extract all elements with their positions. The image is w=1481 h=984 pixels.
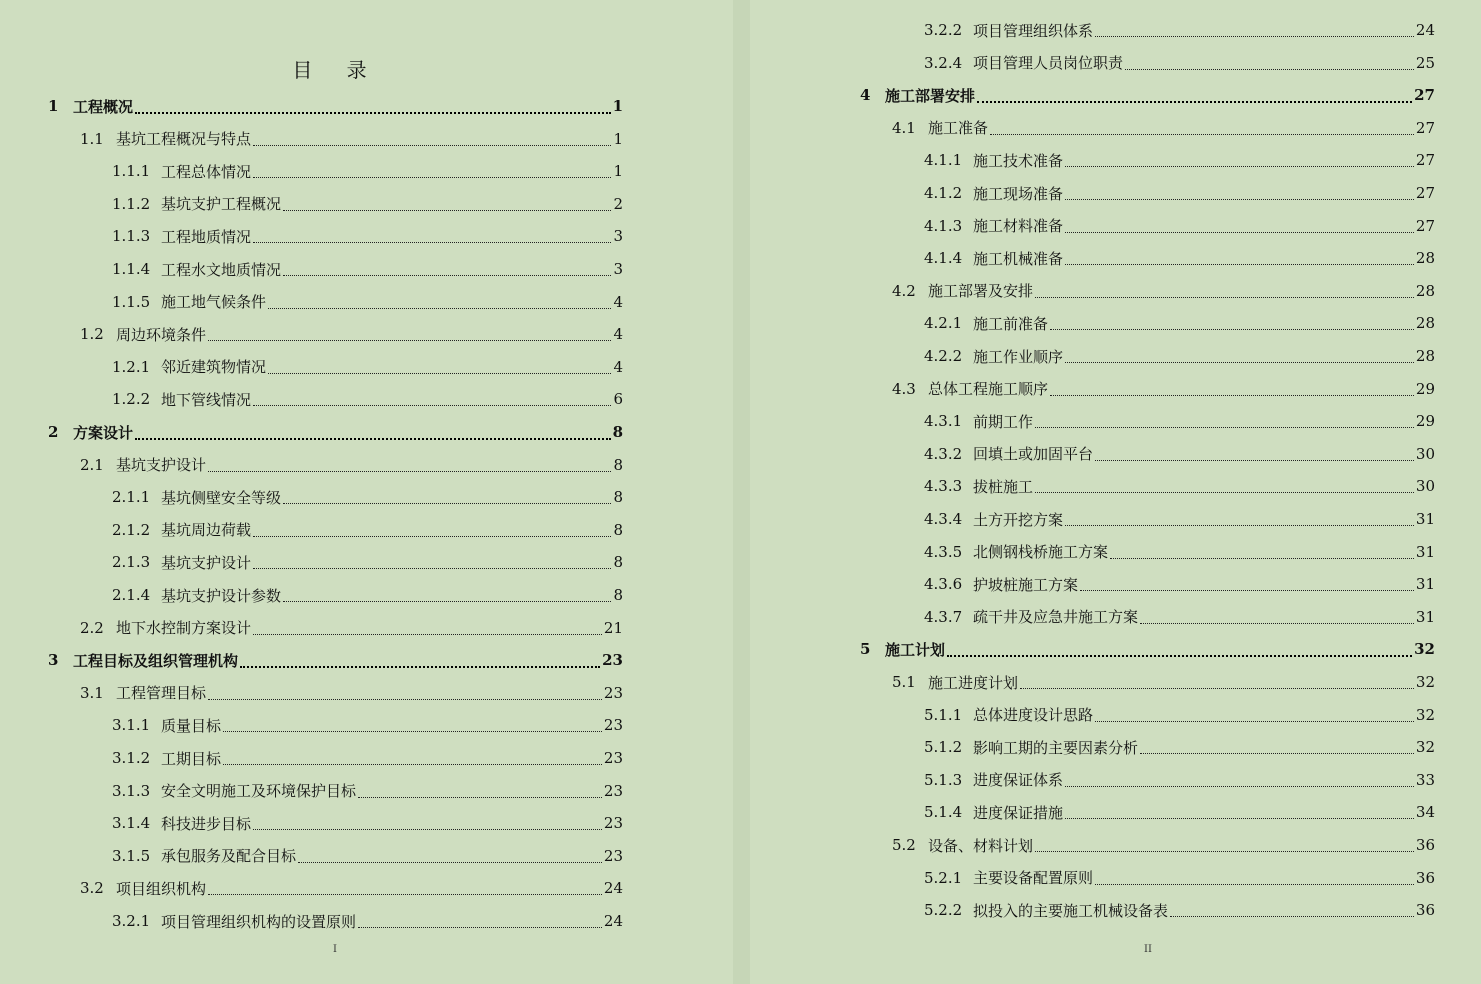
- toc-entry-title: 影响工期的主要因素分析: [973, 738, 1139, 757]
- dot-leader: [1095, 35, 1414, 37]
- toc-entry[interactable]: [924, 470, 1435, 502]
- dot-leader: [223, 763, 602, 765]
- toc-entry-number: 3.1.4: [112, 814, 151, 833]
- toc-entry-page: 36: [1415, 836, 1435, 854]
- toc-entry-page: 24: [603, 879, 623, 898]
- toc-entry-number: 4.3: [892, 379, 916, 398]
- dot-leader: [208, 470, 611, 472]
- dot-leader: [135, 437, 611, 440]
- toc-entry[interactable]: [892, 275, 1435, 307]
- toc-entry-page: 6: [613, 390, 623, 409]
- toc-entry-page: 1: [613, 129, 623, 148]
- toc-entry[interactable]: [112, 253, 623, 285]
- toc-entry-page: 24: [1415, 21, 1435, 39]
- toc-entry-number: 4.1: [892, 118, 916, 137]
- toc-entry[interactable]: [892, 666, 1435, 698]
- toc-entry[interactable]: [112, 807, 623, 839]
- toc-entry-title: 工程概况: [73, 97, 134, 116]
- dot-leader: [208, 698, 602, 700]
- toc-entry-number: 1.2.2: [112, 390, 151, 409]
- dot-leader: [1065, 231, 1414, 233]
- toc-entry-title: 基坑支护设计: [161, 553, 252, 572]
- toc-entry-title: 拟投入的主要施工机械设备表: [973, 901, 1169, 920]
- toc-entry[interactable]: [48, 90, 623, 122]
- dot-leader: [253, 241, 611, 243]
- toc-entry[interactable]: [112, 286, 623, 318]
- toc-entry[interactable]: [924, 731, 1435, 763]
- toc-entry-title: 北侧钢栈桥施工方案: [973, 543, 1109, 562]
- toc-entry[interactable]: [924, 764, 1435, 796]
- dot-leader: [1035, 850, 1414, 852]
- toc-entry-title: 总体工程施工顺序: [928, 380, 1049, 399]
- toc-entry-title: 施工技术准备: [973, 151, 1064, 170]
- dot-leader: [1065, 165, 1414, 167]
- toc-entry[interactable]: [112, 188, 623, 220]
- toc-entry-title: 基坑支护设计: [116, 456, 207, 475]
- toc-entry-page: 27: [1415, 151, 1435, 170]
- toc-entry-number: 2: [48, 423, 59, 441]
- toc-page-left: [0, 0, 733, 984]
- toc-entry-page: 4: [613, 325, 623, 344]
- dot-leader: [977, 100, 1412, 103]
- dot-leader: [1065, 785, 1414, 787]
- toc-entry-page: 23: [603, 749, 623, 767]
- toc-entry-number: 4.2: [892, 281, 916, 300]
- toc-entry-number: 1: [48, 97, 59, 115]
- toc-entry-title: 总体进度设计思路: [973, 706, 1094, 725]
- page-number-footer: II: [1144, 944, 1152, 955]
- toc-entry-title: 施工计划: [885, 640, 946, 659]
- toc-entry-number: 5: [860, 640, 871, 659]
- toc-entry-number: 3.1.5: [112, 846, 151, 865]
- toc-entry[interactable]: [892, 112, 1435, 144]
- toc-entry[interactable]: [80, 449, 623, 481]
- dot-leader: [208, 893, 602, 895]
- toc-entry-page: 36: [1415, 901, 1435, 920]
- toc-entry-page: 1: [613, 162, 623, 181]
- toc-entry-number: 1.1.2: [112, 194, 151, 213]
- toc-entry-number: 4.2.2: [924, 347, 963, 365]
- toc-entry-number: 3.1.3: [112, 781, 151, 800]
- dot-leader: [1050, 394, 1414, 396]
- toc-entry-number: 3.2.1: [112, 912, 151, 930]
- toc-entry-number: 5.1.3: [924, 770, 963, 789]
- toc-entry-page: 23: [603, 683, 623, 702]
- toc-entry-title: 进度保证体系: [973, 771, 1064, 790]
- toc-entry-page: 28: [1415, 249, 1435, 268]
- toc-entry[interactable]: [112, 840, 623, 872]
- toc-entry-number: 5.1.2: [924, 738, 963, 757]
- toc-entry-number: 5.1.1: [924, 705, 963, 724]
- dot-leader: [283, 502, 611, 504]
- toc-entry-number: 3.2.4: [924, 53, 963, 72]
- dot-leader: [1065, 361, 1414, 363]
- toc-entry-page: 4: [613, 292, 623, 311]
- toc-entry-page: 23: [603, 716, 623, 735]
- dot-leader: [1110, 557, 1414, 559]
- toc-entry[interactable]: [80, 612, 623, 644]
- toc-entry-page: 32: [1415, 705, 1435, 724]
- dot-leader: [1080, 589, 1414, 591]
- toc-entry-title: 基坑侧壁安全等级: [161, 488, 282, 507]
- dot-leader: [1050, 328, 1414, 330]
- toc-entry-title: 质量目标: [161, 716, 222, 735]
- toc-entry-title: 项目管理组织机构的设置原则: [161, 912, 357, 931]
- toc-entry[interactable]: [892, 829, 1435, 861]
- toc-entry-page: 3: [613, 260, 623, 278]
- toc-entry[interactable]: [860, 633, 1435, 665]
- toc-entry-title: 工程总体情况: [161, 162, 252, 181]
- toc-entry-title: 施工部署及安排: [928, 282, 1034, 301]
- toc-entry-title: 方案设计: [73, 423, 134, 442]
- dot-leader: [1065, 263, 1414, 265]
- toc-entry-page: 8: [613, 455, 623, 474]
- toc-entry-number: 3.2: [80, 879, 104, 898]
- toc-entry-page: 29: [1415, 379, 1435, 398]
- dot-leader: [253, 144, 611, 146]
- dot-leader: [268, 372, 611, 374]
- toc-entry[interactable]: [48, 644, 623, 676]
- toc-entry[interactable]: [112, 546, 623, 578]
- toc-entry-title: 工程水文地质情况: [161, 260, 282, 279]
- toc-entry-number: 4.3.2: [924, 444, 963, 463]
- toc-entry-page: 4: [613, 357, 623, 376]
- dot-leader: [1140, 752, 1414, 754]
- toc-entry-title: 施工地气候条件: [161, 293, 267, 312]
- dot-leader: [1170, 915, 1414, 917]
- dot-leader: [298, 861, 602, 863]
- toc-entry[interactable]: [924, 568, 1435, 600]
- toc-entry-page: 31: [1415, 542, 1435, 561]
- toc-entry-number: 4.3.7: [924, 607, 963, 626]
- toc-entry[interactable]: [924, 307, 1435, 339]
- toc-entry-number: 2.1.1: [112, 488, 151, 507]
- toc-entry[interactable]: [924, 14, 1435, 46]
- toc-entry-page: 27: [1415, 216, 1435, 235]
- toc-entry-page: 30: [1415, 477, 1435, 496]
- toc-entry-title: 疏干井及应急井施工方案: [973, 608, 1139, 627]
- toc-entry[interactable]: [80, 318, 623, 350]
- toc-entry-number: 4.3.3: [924, 477, 963, 496]
- toc-entry-title: 工程目标及组织管理机构: [73, 651, 239, 670]
- toc-entry-title: 施工作业顺序: [973, 347, 1064, 366]
- toc-entry-number: 4.3.4: [924, 510, 963, 528]
- toc-entry-number: 4.2.1: [924, 314, 963, 333]
- toc-entry-title: 工程地质情况: [161, 227, 252, 246]
- toc-entry-page: 8: [612, 423, 623, 441]
- toc-entry-number: 3.1: [80, 683, 104, 702]
- dot-leader: [135, 111, 611, 114]
- dot-leader: [1020, 687, 1414, 689]
- toc-entry-title: 施工部署安排: [885, 86, 976, 105]
- toc-entry-number: 5.2.1: [924, 868, 963, 887]
- toc-entry[interactable]: [924, 242, 1435, 274]
- toc-entry[interactable]: [924, 601, 1435, 633]
- toc-entry[interactable]: [924, 47, 1435, 79]
- toc-entry-title: 主要设备配置原则: [973, 869, 1094, 888]
- toc-entry-title: 土方开挖方案: [973, 510, 1064, 529]
- dot-leader: [268, 307, 611, 309]
- toc-entry-title: 科技进步目标: [161, 814, 252, 833]
- toc-entry-number: 5.1.4: [924, 803, 963, 822]
- dot-leader: [1065, 524, 1414, 526]
- toc-entry-number: 1.1: [80, 129, 104, 148]
- toc-entry-number: 3.2.2: [924, 21, 963, 39]
- toc-entry-number: 1.2.1: [112, 357, 151, 376]
- toc-entry-number: 2.1.4: [112, 586, 151, 604]
- toc-entry[interactable]: [80, 872, 623, 904]
- toc-entry-number: 4.1.3: [924, 216, 963, 235]
- toc-entry[interactable]: [112, 775, 623, 807]
- toc-entry-number: 1.1.4: [112, 260, 151, 278]
- toc-entry-number: 4.3.5: [924, 542, 963, 561]
- toc-entry[interactable]: [924, 144, 1435, 176]
- dot-leader: [253, 567, 611, 569]
- toc-entry[interactable]: [112, 905, 623, 937]
- toc-entry-page: 31: [1415, 510, 1435, 528]
- toc-entry-title: 邻近建筑物情况: [161, 358, 267, 377]
- toc-entry-number: 5.2.2: [924, 901, 963, 920]
- toc-entry-title: 施工前准备: [973, 314, 1049, 333]
- toc-entry-number: 4.1.2: [924, 184, 963, 202]
- toc-entry-page: 34: [1415, 803, 1435, 822]
- toc-entry-number: 1.1.3: [112, 227, 151, 246]
- toc-title: 目 录: [292, 58, 381, 82]
- toc-entry-title: 设备、材料计划: [928, 836, 1034, 855]
- toc-entry-title: 拔桩施工: [973, 477, 1034, 496]
- dot-leader: [1035, 426, 1414, 428]
- toc-entry[interactable]: [48, 416, 623, 448]
- toc-entry-title: 地下管线情况: [161, 390, 252, 409]
- dot-leader: [1035, 491, 1414, 493]
- toc-entry[interactable]: [924, 862, 1435, 894]
- toc-entry-page: 8: [613, 488, 623, 507]
- toc-entry[interactable]: [112, 383, 623, 415]
- toc-entry-title: 护坡桩施工方案: [973, 575, 1079, 594]
- toc-entry-page: 25: [1415, 53, 1435, 72]
- toc-entry-page: 30: [1415, 444, 1435, 463]
- toc-entry-title: 施工机械准备: [973, 249, 1064, 268]
- toc-entry[interactable]: [924, 796, 1435, 828]
- toc-entry-title: 项目组织机构: [116, 879, 207, 898]
- toc-entry-page: 3: [613, 227, 623, 246]
- toc-entry-page: 28: [1415, 314, 1435, 333]
- toc-entry-title: 工期目标: [161, 749, 222, 768]
- toc-entry-page: 8: [613, 520, 623, 539]
- toc-entry-title: 进度保证措施: [973, 803, 1064, 822]
- toc-entry-page: 32: [1414, 640, 1435, 659]
- toc-entry-number: 2.2: [80, 618, 104, 637]
- dot-leader: [223, 730, 602, 732]
- toc-entry-page: 27: [1415, 118, 1435, 137]
- toc-entry[interactable]: [924, 536, 1435, 568]
- dot-leader: [283, 600, 611, 602]
- toc-entry-page: 24: [603, 912, 623, 930]
- toc-entry[interactable]: [112, 514, 623, 546]
- toc-entry-page: 23: [603, 846, 623, 865]
- toc-entry[interactable]: [80, 123, 623, 155]
- toc-entry-number: 2.1.2: [112, 520, 151, 539]
- toc-entry[interactable]: [112, 709, 623, 741]
- toc-entry-number: 4.1.1: [924, 151, 963, 170]
- toc-entry-title: 承包服务及配合目标: [161, 847, 297, 866]
- toc-entry-page: 27: [1414, 86, 1435, 105]
- page-gutter: [733, 0, 750, 984]
- toc-entry-page: 23: [603, 781, 623, 800]
- dot-leader: [1065, 817, 1414, 819]
- toc-entry-number: 4: [860, 86, 871, 105]
- toc-entry-page: 8: [613, 553, 623, 572]
- toc-entry-number: 3.1.1: [112, 716, 151, 735]
- toc-entry[interactable]: [924, 438, 1435, 470]
- toc-entry-page: 36: [1415, 868, 1435, 887]
- toc-entry-page: 8: [613, 586, 623, 604]
- toc-entry-title: 施工准备: [928, 119, 989, 138]
- dot-leader: [1065, 198, 1414, 200]
- toc-entry[interactable]: [112, 351, 623, 383]
- toc-entry-title: 基坑周边荷载: [161, 521, 252, 540]
- toc-entry-page: 28: [1415, 281, 1435, 300]
- toc-entry-title: 工程管理目标: [116, 684, 207, 703]
- toc-entry[interactable]: [112, 579, 623, 611]
- toc-entry[interactable]: [112, 481, 623, 513]
- toc-entry-title: 基坑支护工程概况: [161, 195, 282, 214]
- toc-entry-page: 28: [1415, 347, 1435, 365]
- dot-leader: [358, 796, 602, 798]
- toc-entry[interactable]: [112, 220, 623, 252]
- toc-entry-page: 31: [1415, 607, 1435, 626]
- toc-entry-number: 4.3.1: [924, 412, 963, 431]
- toc-entry[interactable]: [80, 677, 623, 709]
- toc-entry-title: 周边环境条件: [116, 325, 207, 344]
- toc-entry-number: 4.3.6: [924, 575, 963, 594]
- toc-entry-page: 31: [1415, 575, 1435, 594]
- dot-leader: [1095, 459, 1414, 461]
- dot-leader: [358, 926, 602, 928]
- toc-entry[interactable]: [924, 894, 1435, 926]
- toc-entry-page: 29: [1415, 412, 1435, 431]
- toc-entry-title: 前期工作: [973, 412, 1034, 431]
- toc-entry-page: 32: [1415, 738, 1435, 757]
- dot-leader: [253, 176, 611, 178]
- toc-entry-page: 23: [603, 814, 623, 833]
- toc-entry[interactable]: [860, 79, 1435, 111]
- toc-entry[interactable]: [892, 373, 1435, 405]
- toc-entry[interactable]: [924, 210, 1435, 242]
- toc-entry-page: 2: [613, 194, 623, 213]
- dot-leader: [1095, 720, 1414, 722]
- toc-entry-title: 回填土或加固平台: [973, 445, 1094, 464]
- dot-leader: [990, 133, 1414, 135]
- dot-leader: [208, 339, 611, 341]
- toc-entry-title: 基坑支护设计参数: [161, 586, 282, 605]
- toc-entry-number: 3: [48, 651, 59, 670]
- toc-entry[interactable]: [924, 405, 1435, 437]
- toc-entry-number: 5.1: [892, 673, 916, 691]
- toc-page-right: [750, 0, 1481, 984]
- toc-entry[interactable]: [112, 742, 623, 774]
- toc-entry-page: 21: [603, 618, 623, 637]
- dot-leader: [283, 274, 611, 276]
- dot-leader: [1095, 883, 1414, 885]
- dot-leader: [253, 633, 602, 635]
- dot-leader: [1125, 68, 1414, 70]
- toc-entry-page: 27: [1415, 184, 1435, 202]
- toc-entry[interactable]: [924, 340, 1435, 372]
- toc-entry[interactable]: [924, 177, 1435, 209]
- toc-entry-title: 安全文明施工及环境保护目标: [161, 782, 357, 801]
- toc-entry-number: 2.1: [80, 455, 104, 474]
- dot-leader: [947, 654, 1412, 657]
- toc-entry-number: 3.1.2: [112, 749, 151, 767]
- toc-entry[interactable]: [924, 699, 1435, 731]
- toc-entry-title: 基坑工程概况与特点: [116, 130, 252, 149]
- toc-entry-number: 1.2: [80, 325, 104, 344]
- toc-entry-title: 地下水控制方案设计: [116, 619, 252, 638]
- toc-entry-title: 施工现场准备: [973, 184, 1064, 203]
- toc-entry-title: 施工材料准备: [973, 217, 1064, 236]
- toc-entry-page: 1: [612, 97, 623, 115]
- dot-leader: [1140, 622, 1414, 624]
- page-number-footer: I: [333, 944, 337, 955]
- toc-entry-number: 1.1.1: [112, 162, 151, 181]
- toc-entry-number: 4.1.4: [924, 249, 963, 268]
- toc-entry-title: 项目管理人员岗位职责: [973, 54, 1124, 73]
- toc-entry-page: 33: [1415, 770, 1435, 789]
- toc-entry[interactable]: [112, 155, 623, 187]
- toc-entry-title: 施工进度计划: [928, 673, 1019, 692]
- toc-entry-title: 项目管理组织体系: [973, 21, 1094, 40]
- dot-leader: [253, 404, 611, 406]
- dot-leader: [283, 209, 611, 211]
- toc-entry[interactable]: [924, 503, 1435, 535]
- dot-leader: [253, 828, 602, 830]
- toc-entry-page: 23: [602, 651, 623, 670]
- toc-entry-number: 2.1.3: [112, 553, 151, 572]
- dot-leader: [240, 665, 600, 668]
- dot-leader: [1035, 296, 1414, 298]
- dot-leader: [253, 535, 611, 537]
- toc-entry-number: 1.1.5: [112, 292, 151, 311]
- toc-entry-page: 32: [1415, 673, 1435, 691]
- toc-entry-number: 5.2: [892, 836, 916, 854]
